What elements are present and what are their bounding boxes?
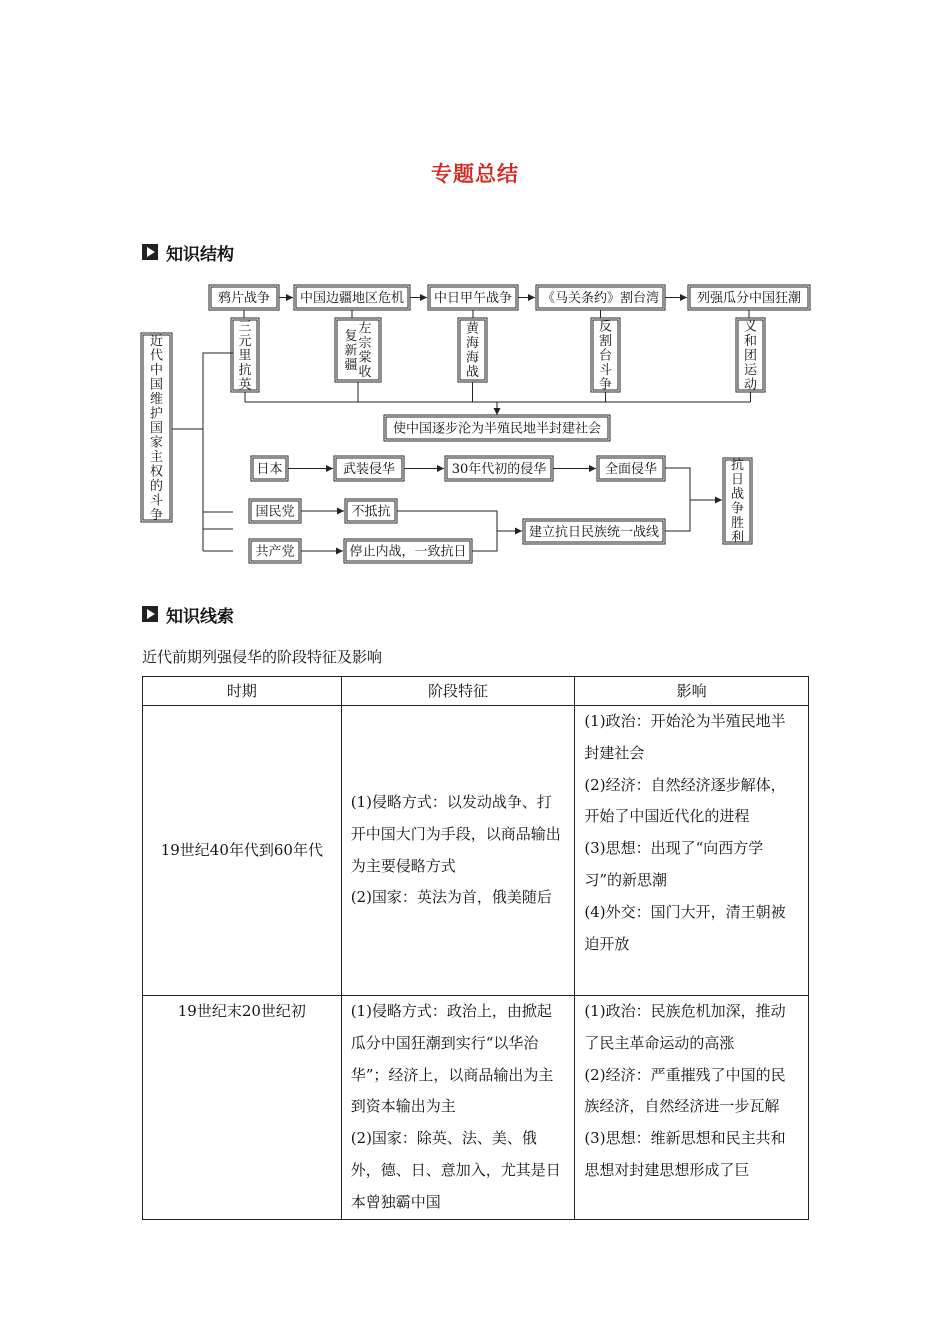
period-cell: 19世纪40年代到60年代	[143, 706, 342, 996]
svg-text:元: 元	[238, 333, 252, 349]
war-event-5: 列强瓜分中国狂潮	[696, 291, 802, 306]
svg-text:近: 近	[149, 333, 164, 349]
japan-step-2: 武装侵华	[342, 462, 396, 477]
svg-text:三: 三	[238, 319, 252, 335]
arrowhead-icon	[494, 408, 501, 415]
svg-text:里: 里	[238, 348, 252, 364]
resistance-2	[344, 322, 371, 381]
impact-cell	[575, 996, 809, 1220]
arrowhead-icon	[337, 508, 344, 515]
root-topic	[150, 334, 163, 523]
svg-text:复: 复	[344, 328, 358, 344]
impact-item: (2)经济：自然经济逐步解体，开始了中国近代化的进程	[584, 775, 786, 826]
features-cell	[341, 996, 575, 1220]
war-event-1: 鸦片战争	[217, 291, 271, 306]
svg-text:争: 争	[149, 507, 164, 523]
knowledge-structure-diagram	[0, 0, 950, 600]
svg-text:疆: 疆	[344, 357, 358, 373]
page-title: 专题总结	[431, 162, 519, 186]
svg-text:义: 义	[743, 319, 758, 335]
svg-text:维: 维	[149, 391, 164, 407]
svg-text:争: 争	[730, 501, 745, 517]
impact-item: (3)思想：维新思想和民主共和思想对封建思想形成了巨	[584, 1129, 786, 1179]
table-caption: 近代前期列强侵华的阶段特征及影响	[142, 648, 383, 666]
table-header-row	[143, 677, 809, 706]
svg-text:运: 运	[743, 362, 758, 378]
svg-text:的: 的	[149, 478, 164, 494]
stage-table	[142, 676, 809, 1220]
root-bracket-line	[203, 353, 233, 529]
svg-text:团: 团	[743, 348, 758, 364]
svg-text:国: 国	[149, 377, 164, 393]
svg-text:家: 家	[149, 435, 164, 451]
svg-text:新: 新	[344, 343, 358, 359]
impact-item: (4)外交：国门大开，清王朝被迫开放	[584, 902, 786, 953]
resistance-5	[744, 319, 758, 392]
header-impact: 影响	[575, 677, 809, 706]
arrowhead-icon	[680, 294, 687, 301]
war-event-2: 中国边疆地区危机	[299, 291, 405, 306]
section-clues-heading	[142, 602, 234, 626]
japan-step-3: 30年代初的侵华	[451, 462, 547, 477]
kmt-policy: 不抵抗	[351, 504, 391, 520]
resistance-4	[599, 319, 612, 392]
feature-item: (1)侵略方式：以发动战争、打开中国大门为手段，以商品输出为主要侵略方式	[350, 792, 561, 875]
svg-text:海: 海	[465, 336, 480, 351]
arrowhead-icon	[528, 294, 535, 301]
svg-text:争: 争	[598, 377, 613, 393]
victory-label	[731, 457, 744, 546]
impact-item: (1)政治：开始沦为半殖民地半封建社会	[584, 712, 786, 762]
impact-item: (1)政治：民族危机加深，推动了民主革命运动的高涨	[584, 1002, 786, 1052]
table-row	[143, 706, 809, 996]
cpc-label: 共产党	[255, 544, 295, 560]
svg-text:棠: 棠	[358, 350, 372, 366]
svg-text:台: 台	[598, 348, 613, 364]
svg-text:宗: 宗	[358, 336, 372, 351]
header-period: 时期	[143, 677, 342, 706]
japan-step-4: 全面侵华	[604, 462, 658, 477]
resistance-1	[238, 319, 251, 392]
arrowhead-icon	[515, 528, 522, 535]
svg-text:国: 国	[149, 420, 164, 436]
svg-text:动: 动	[743, 377, 758, 393]
arrowhead-icon	[437, 465, 444, 472]
svg-text:抗: 抗	[730, 458, 745, 473]
svg-text:左: 左	[358, 321, 372, 337]
arrowhead-icon	[420, 294, 427, 301]
period-cell: 19世纪末20世纪初	[143, 996, 342, 1220]
svg-text:抗: 抗	[238, 362, 252, 378]
resistance-3	[466, 322, 480, 381]
impact-item: (3)思想：出现了“向西方学习”的新思潮	[584, 839, 764, 889]
cpc-policy: 停止内战，一致抗日	[349, 544, 467, 560]
features-cell	[341, 706, 575, 996]
feature-item: (2)国家：英法为首，俄美随后	[350, 888, 552, 907]
svg-text:中: 中	[149, 362, 164, 378]
svg-text:黄: 黄	[465, 321, 480, 337]
arrowhead-icon	[589, 465, 596, 472]
japan-step-1: 日本	[256, 462, 283, 477]
svg-text:斗: 斗	[149, 493, 164, 509]
section-clues-label: 知识线索	[166, 606, 234, 627]
war-event-3: 中日甲午战争	[433, 291, 513, 306]
war-event-4: 《马关条约》割台湾	[541, 291, 660, 306]
table-row	[143, 996, 809, 1220]
header-features: 阶段特征	[341, 677, 575, 706]
kmt-label: 国民党	[255, 504, 295, 520]
victory-merge-line	[665, 468, 690, 531]
svg-text:日: 日	[730, 472, 745, 488]
svg-text:利: 利	[730, 530, 745, 546]
svg-text:海: 海	[465, 350, 480, 366]
svg-text:收: 收	[358, 365, 372, 380]
section-structure-label: 知识结构	[166, 244, 234, 265]
svg-text:斗: 斗	[598, 362, 613, 378]
svg-text:战: 战	[730, 487, 745, 502]
play-icon	[142, 606, 158, 622]
arrowhead-icon	[286, 294, 293, 301]
svg-text:英: 英	[238, 377, 252, 393]
arrowhead-icon	[336, 548, 343, 555]
svg-text:战: 战	[465, 365, 480, 380]
svg-text:割: 割	[598, 333, 613, 349]
result-label: 使中国逐步沦为半殖民地半封建社会	[392, 421, 602, 437]
impact-cell	[575, 706, 809, 996]
arrowhead-icon	[715, 497, 722, 504]
impact-item: (2)经济：严重摧残了中国的民族经济，自然经济进一步瓦解	[584, 1065, 786, 1116]
feature-item: (1)侵略方式：政治上，由掀起瓜分中国狂潮到实行“以华治华”；经济上，以商品输出为主到资本输出为主	[350, 1002, 554, 1116]
feature-item: (2)国家：除英、法、美、俄外，德、日、意加入，尤其是日本曾独霸中国	[350, 1129, 561, 1211]
svg-text:护: 护	[149, 406, 164, 422]
arrowhead-icon	[326, 465, 333, 472]
svg-text:和: 和	[743, 333, 758, 349]
svg-text:代: 代	[149, 348, 164, 364]
svg-text:胜: 胜	[730, 516, 745, 531]
svg-text:权: 权	[149, 464, 164, 480]
svg-text:反: 反	[598, 319, 613, 335]
svg-text:主: 主	[149, 449, 164, 465]
united-front: 建立抗日民族统一战线	[528, 525, 660, 540]
